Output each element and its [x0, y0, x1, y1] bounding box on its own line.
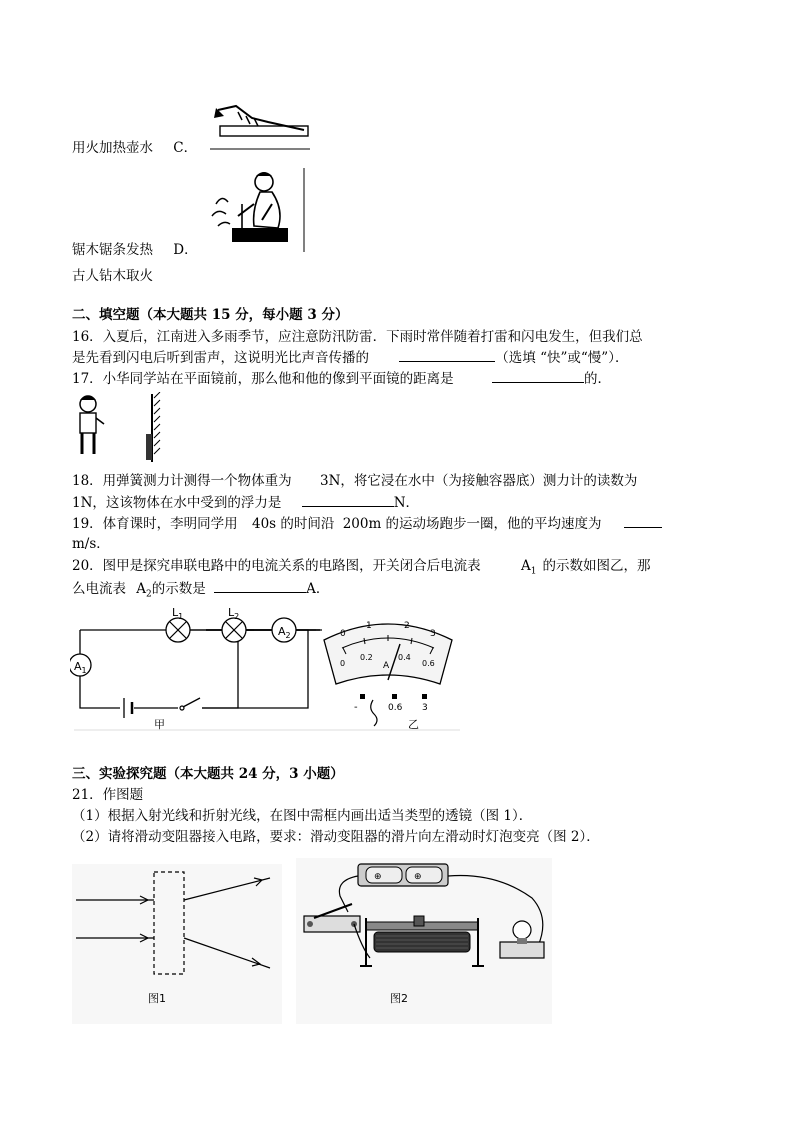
q20-a1-letter: A: [520, 558, 531, 574]
rheostat-coil: [374, 932, 470, 952]
option-c-image: [208, 104, 312, 152]
q20-text-a: 20．图甲是探究串联电路中的电流关系的电路图，开关闭合后电流表: [72, 558, 481, 574]
terminal-3: 3: [422, 703, 428, 713]
circuit-diagram: [70, 604, 462, 734]
q21-title: 21．作图题: [72, 787, 144, 803]
q19-line2: m/s．: [72, 536, 110, 552]
terminal-06: 0.6: [388, 703, 403, 713]
rheostat-slider[interactable]: [414, 916, 424, 926]
q20-text-c: 的示数如图乙，那: [542, 558, 651, 574]
q16-line2: [72, 347, 628, 368]
top-tick-1: 1: [366, 621, 372, 631]
ammeter-label: 乙: [408, 718, 419, 731]
svg-text:⊕: ⊕: [414, 872, 422, 882]
q17-answer-blank[interactable]: [492, 368, 584, 383]
bottom-tick-3: 0.6: [422, 659, 435, 668]
q17-text-b: 的．: [583, 371, 611, 387]
section2-title: 二、填空题（本大题共 15 分，每小题 3 分）: [72, 307, 349, 323]
q20-line2: [72, 578, 329, 605]
option-c-text: [72, 136, 197, 156]
option-d-label: D．: [173, 242, 198, 258]
q19-answer-blank[interactable]: [624, 513, 662, 528]
ammeter-dial: [324, 621, 452, 684]
top-tick-3: 3: [430, 629, 436, 639]
q18-text-c: 1N，这该物体在水中受到的浮力是: [72, 495, 282, 511]
q20-text-e: 的示数是: [151, 581, 206, 597]
q16-text-a: 是先看到闪电后听到雷声，这说明光比声音传播的: [72, 350, 369, 366]
figure2-rheostat: [296, 858, 552, 1024]
q19-line1: [72, 513, 662, 534]
q21-part2: （2）请将滑动变阻器接入电路，要求：滑动变阻器的滑片向左滑动时灯泡变亮（图 2）．: [72, 829, 600, 845]
figure2-label: 图2: [390, 992, 408, 1005]
lamp-holder: [500, 942, 544, 958]
option-d-prefix: 锯木锯条发热: [72, 242, 153, 258]
q16-text-b: （选填 “快”或“慢”）．: [495, 350, 629, 366]
q18-line2: [72, 492, 419, 513]
option-c-prefix: 用火加热壶水: [72, 140, 153, 156]
ammeter-terminals: [354, 694, 428, 731]
circuit-label: 甲: [154, 718, 165, 731]
q20-a2-sub: 2: [146, 589, 152, 600]
top-tick-2: 2: [404, 621, 410, 631]
q18-text-a: 18．用弹簧测力计测得一个物体重为: [72, 473, 292, 489]
q18-line1: [72, 471, 637, 491]
q17-line: [72, 368, 611, 389]
q20-a1-sub: 1: [530, 566, 537, 577]
l2-label: $L_2$: [228, 606, 240, 621]
q18-text-d: N．: [393, 495, 420, 511]
q16-line1: 16．入夏后，江南进入多雨季节，应注意防汛防雷．下雨时常伴随着打雷和闪电发生，但我们总: [72, 329, 643, 345]
a2-label: $A_2$: [278, 625, 291, 640]
top-tick-0: 0: [340, 629, 346, 639]
q20-text-d: 么电流表: [72, 581, 126, 597]
q20-a2: [136, 581, 152, 600]
q17-text-a: 17．小华同学站在平面镜前，那么他和他的像到平面镜的距离是: [72, 371, 454, 387]
q18-text-b: 3N，将它浸在水中（为接触容器底）测力计的读数为: [319, 473, 638, 489]
mirror-figure: [72, 392, 168, 464]
section3-title: 三、实验探究题（本大题共 24 分，3 小题）: [72, 766, 344, 782]
q18-answer-blank[interactable]: [302, 492, 394, 507]
after-d-text: 古人钻木取火: [72, 268, 153, 284]
terminal-minus: -: [354, 702, 358, 713]
bulb-icon: [513, 921, 531, 939]
figure1-label: 图1: [148, 992, 166, 1005]
q21-part1: （1）根据入射光线和折射光线，在图中需框内画出适当类型的透镜（图 1）．: [72, 808, 533, 824]
figure1-lens: [72, 864, 282, 1024]
q20-answer-blank[interactable]: [214, 578, 306, 593]
q20-a2-letter: A: [136, 581, 147, 597]
bottom-tick-1: 0.2: [360, 653, 373, 662]
q16-answer-blank[interactable]: [399, 347, 495, 362]
bottom-tick-0: 0: [340, 659, 346, 668]
bottom-tick-2: 0.4: [398, 653, 411, 662]
ammeter-unit: A: [383, 661, 390, 671]
option-d-image: [208, 164, 306, 254]
option-d-text: [72, 238, 198, 258]
q19-text-a: 19．体育课时，李明同学用: [72, 516, 238, 532]
option-c-label: C．: [173, 140, 198, 156]
svg-text:⊕: ⊕: [374, 872, 382, 882]
q20-a1: [520, 558, 537, 577]
a1-label: $A_1$: [74, 660, 87, 675]
q19-text-b: 40s 的时间沿: [251, 516, 335, 532]
q20-text-f: A．: [306, 581, 330, 597]
q19-text-c: 200m 的运动场跑步一圈，他的平均速度为: [342, 516, 602, 532]
l1-label: $L_1$: [172, 606, 184, 621]
